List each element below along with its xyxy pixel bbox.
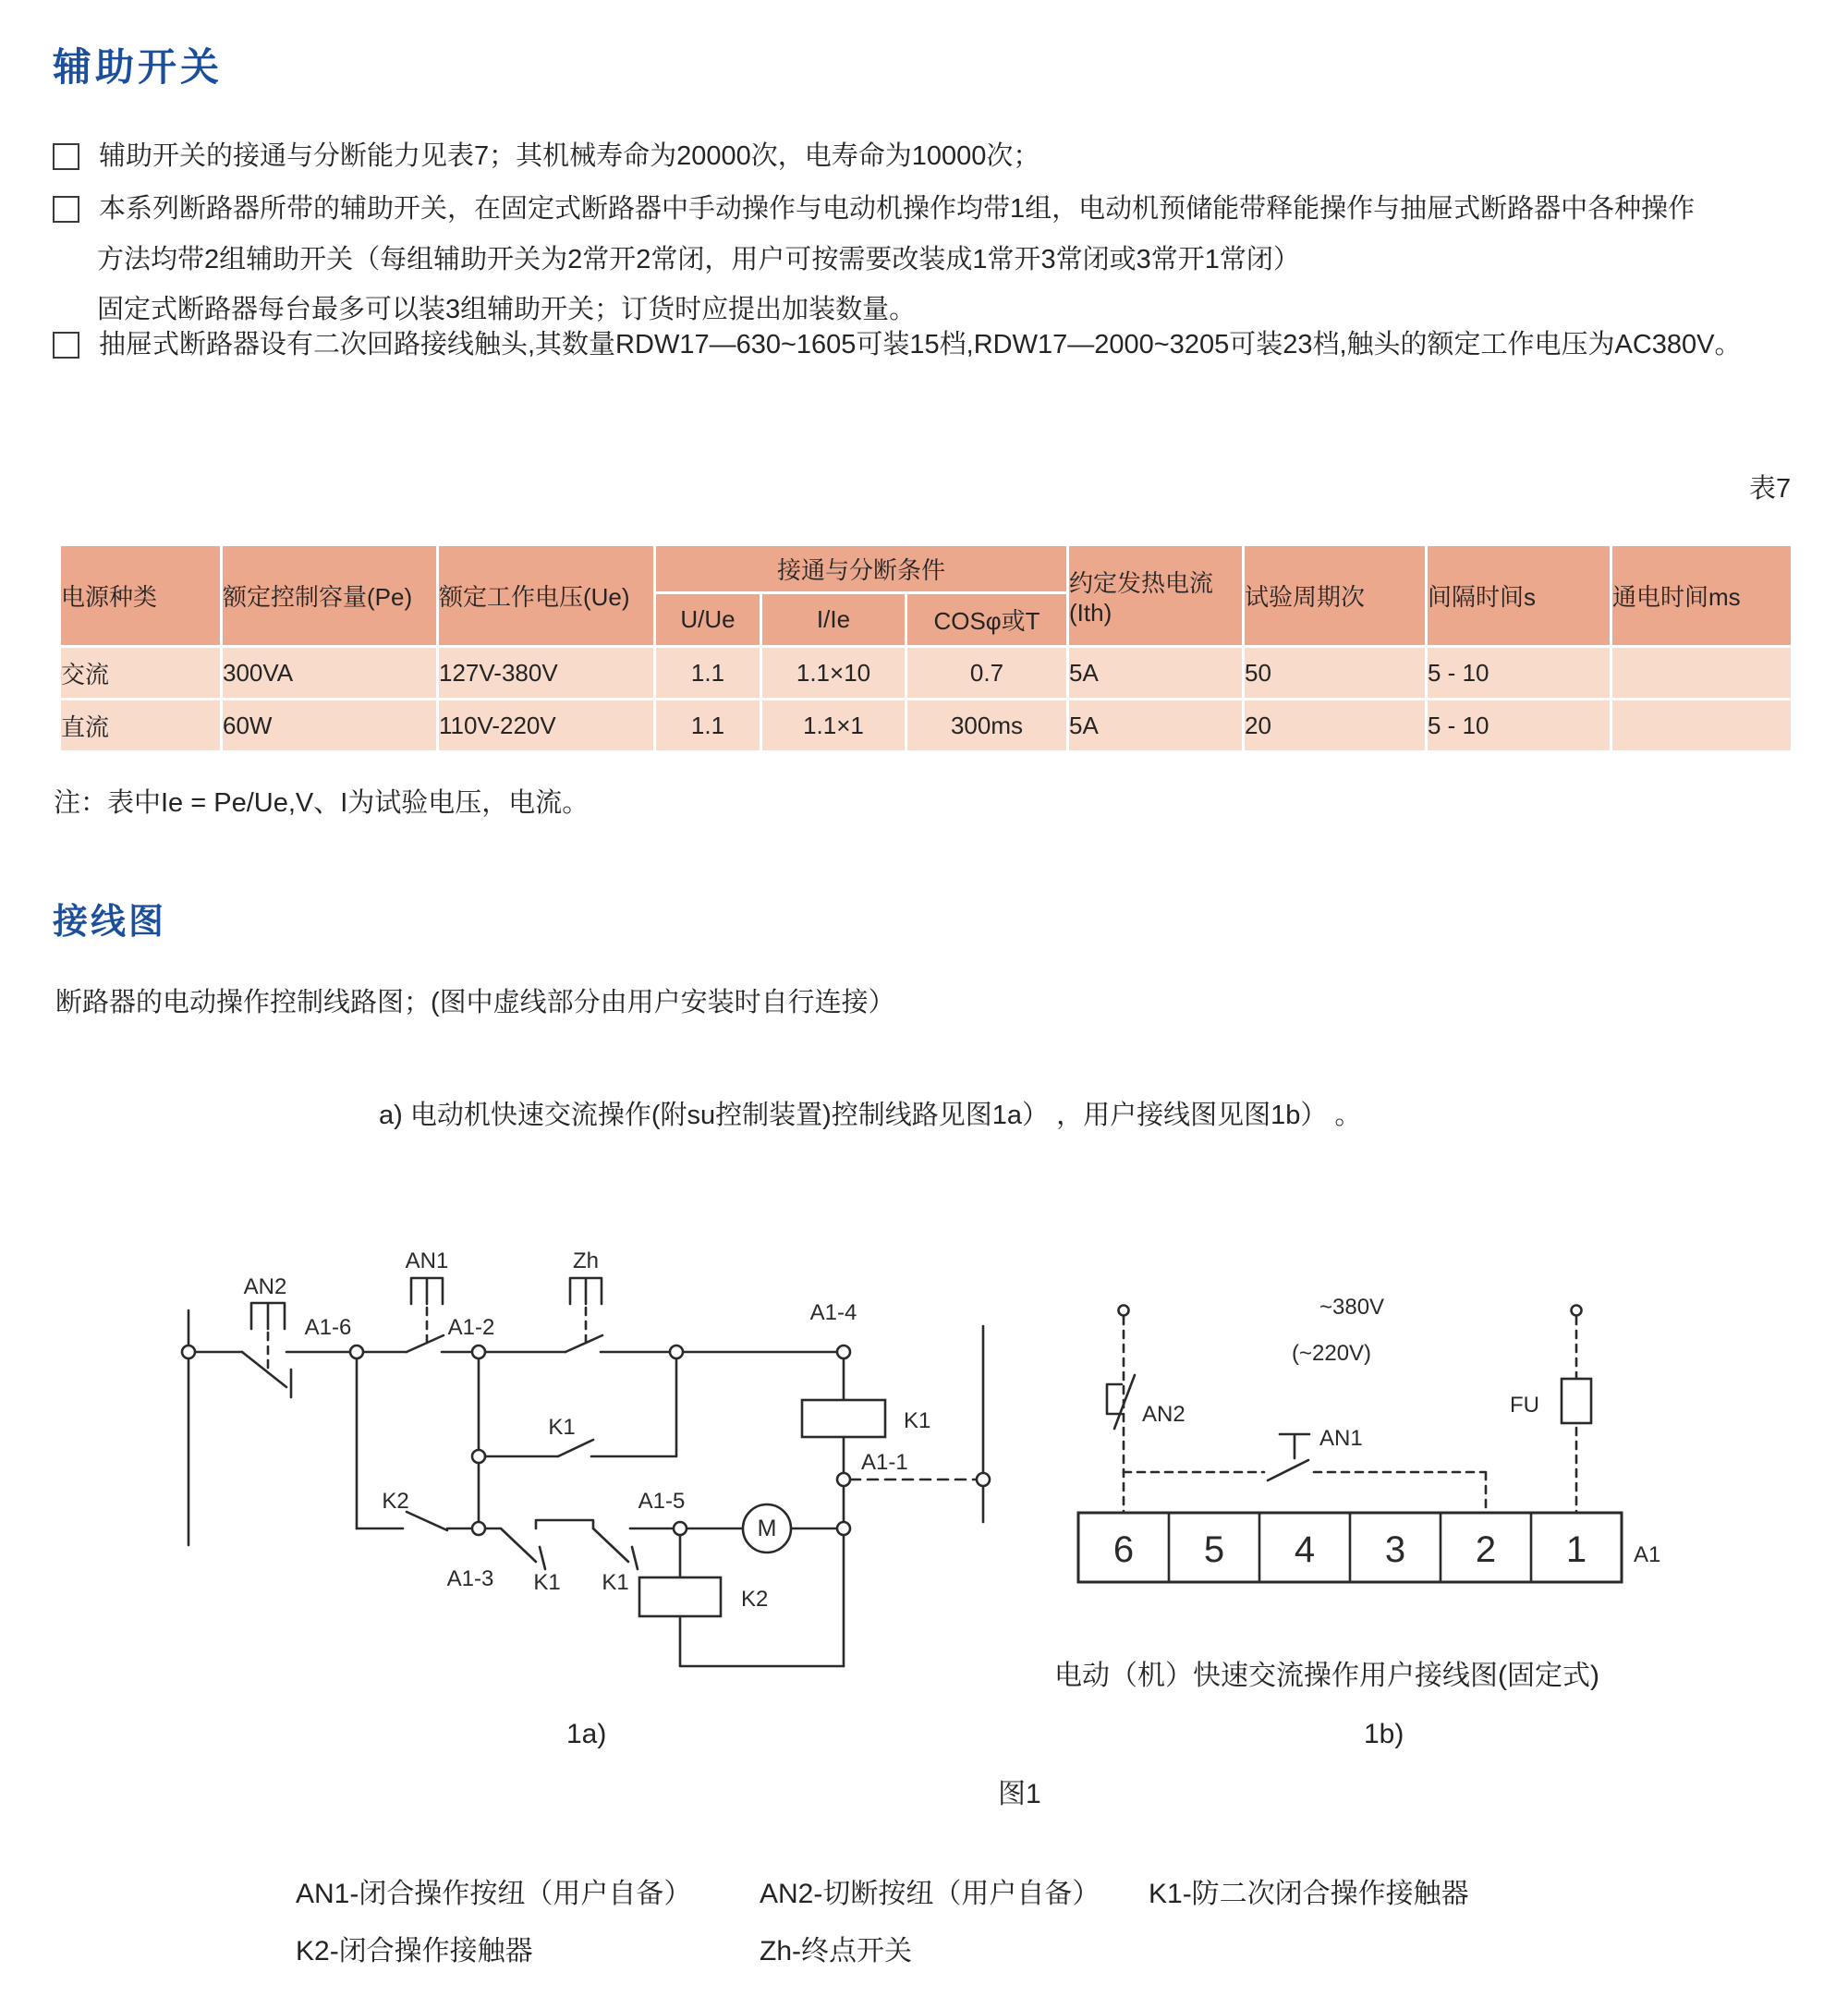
- cell: 50: [1244, 647, 1427, 700]
- legend-k2: K2-闭合操作接触器: [296, 1936, 533, 1966]
- col-header-make-break-group: 接通与分断条件: [655, 545, 1068, 593]
- label-a1-6: A1-6: [304, 1315, 352, 1340]
- k1-coil-box: [802, 1400, 885, 1437]
- table-row: [60, 647, 1793, 700]
- legend-row-1: [0, 1870, 1848, 1907]
- circuit-diagram-1a: [129, 1238, 998, 1700]
- table-note: 注：表中Ie = Pe/Ue,V、I为试验电压，电流。: [54, 788, 590, 818]
- label-k1-coil: K1: [904, 1408, 931, 1433]
- an1-close-button: [1124, 1434, 1486, 1513]
- terminal-1: 1: [1565, 1529, 1587, 1570]
- checkbox-square-icon: [53, 196, 79, 223]
- label-220v: (~220V): [1292, 1341, 1372, 1366]
- label-k1-row2: K1: [548, 1415, 576, 1440]
- bullet-line: [53, 329, 1742, 360]
- item-a-text: a) 电动机快速交流操作(附su控制装置)控制线路见图1a） ，用户接线图见图1b） 。: [379, 1101, 1362, 1130]
- label-an1: AN1: [405, 1248, 449, 1273]
- contact-blade: [1268, 1460, 1308, 1480]
- user-wiring-diagram-1b: [1053, 1257, 1691, 1636]
- no-contact-blade: [565, 1335, 602, 1352]
- cell: 1.1×1: [761, 700, 906, 752]
- cell: 20: [1244, 700, 1427, 752]
- a13-nc-contact: [484, 1528, 545, 1569]
- label-380v: ~380V: [1319, 1295, 1385, 1320]
- label-an2: AN2: [243, 1274, 287, 1299]
- button-tee-icon: [1280, 1434, 1309, 1458]
- cell: 5A: [1068, 700, 1244, 752]
- cell: 交流: [60, 647, 222, 700]
- an2-break-button: [1107, 1375, 1135, 1429]
- cell: 1.1: [655, 700, 761, 752]
- checkbox-square-icon: [53, 332, 79, 359]
- label-motor: M: [757, 1516, 777, 1541]
- bullet-line: [53, 193, 1695, 225]
- label-k1-nc2: K1: [602, 1570, 629, 1595]
- node: [472, 1450, 485, 1463]
- label-a1-5: A1-5: [638, 1489, 686, 1514]
- fuse-box: [1562, 1379, 1591, 1423]
- caption-fig1: 图1: [998, 1779, 1041, 1809]
- node: [472, 1345, 485, 1358]
- label-an1: AN1: [1319, 1426, 1363, 1451]
- caption-1b: 1b): [1364, 1719, 1404, 1749]
- no-contact-blade: [407, 1335, 444, 1352]
- bullet-text: 方法均带2组辅助开关（每组辅助开关为2常开2常闭，用户可按需要改装成1常开3常闭或3常开1常闭）: [97, 245, 1300, 274]
- k1-coil-branch: [802, 1352, 885, 1666]
- spec-table-wrapper: [58, 543, 1793, 753]
- bullet-line: [53, 140, 1040, 172]
- cell: 110V-220V: [438, 700, 655, 752]
- k2-no-contact: [357, 1512, 473, 1530]
- cell: 1.1×10: [761, 647, 906, 700]
- terminal-6: 6: [1112, 1529, 1135, 1570]
- terminal-block: [1078, 1513, 1622, 1582]
- col-header-rated-capacity: 额定控制容量(Pe): [222, 545, 438, 647]
- page-title: 辅助开关: [53, 45, 224, 89]
- label-fu: FU: [1510, 1393, 1539, 1418]
- pushbutton-head-icon: [251, 1303, 285, 1329]
- nc-contact-blade: [242, 1352, 291, 1397]
- cell: 127V-380V: [438, 647, 655, 700]
- node: [182, 1345, 195, 1358]
- pushbutton-head-icon: [570, 1278, 602, 1304]
- cell: 1.1: [655, 647, 761, 700]
- terminal-4: 4: [1294, 1529, 1316, 1570]
- label-k1-nc1: K1: [533, 1570, 561, 1595]
- cell: [1611, 700, 1793, 752]
- label-a1-block: A1: [1634, 1542, 1661, 1567]
- bullet-text: 固定式断路器每台最多可以装3组辅助开关；订货时应提出加装数量。: [97, 295, 917, 324]
- col-header-rated-voltage: 额定工作电压(Ue): [438, 545, 655, 647]
- bullet-continuation: [53, 294, 916, 325]
- label-k2-coil: K2: [741, 1587, 769, 1612]
- terminal-circle: [1119, 1306, 1129, 1316]
- pushbutton-head-icon: [411, 1278, 443, 1304]
- cell: 300VA: [222, 647, 438, 700]
- col-header-test-cycles: 试验周期次: [1244, 545, 1427, 647]
- node: [977, 1473, 990, 1486]
- col-header-thermal-current: 约定发热电流(Ith): [1068, 545, 1244, 647]
- cell: 0.7: [906, 647, 1068, 700]
- bullet-text: 抽屉式断路器设有二次回路接线触头,其数量RDW17—630~1605可装15档,RDW17—2000~3205可装23档,触头的额定工作电压为AC380V。: [99, 330, 1742, 359]
- button-bracket-icon: [1107, 1384, 1122, 1414]
- label-a1-2: A1-2: [447, 1315, 495, 1340]
- cell: 5 - 10: [1427, 700, 1611, 752]
- sub-header-iie: I/Ie: [761, 593, 906, 647]
- node: [350, 1345, 363, 1358]
- legend-k1: K1-防二次闭合操作接触器: [1149, 1879, 1469, 1909]
- zh-limit-switch: [565, 1278, 602, 1352]
- node: [837, 1522, 850, 1535]
- k1-nc-contact: [593, 1528, 674, 1569]
- caption-1b-title: 电动（机）快速交流操作用户接线图(固定式): [1054, 1661, 1599, 1691]
- an1-pushbutton: [407, 1278, 444, 1352]
- label-a1-3: A1-3: [446, 1566, 494, 1591]
- wiring-paragraph: 断路器的电动操作控制线路图；(图中虚线部分由用户安装时自行连接）: [55, 988, 895, 1017]
- label-a1-4: A1-4: [809, 1300, 857, 1325]
- checkbox-square-icon: [53, 143, 79, 170]
- cell: 5 - 10: [1427, 647, 1611, 700]
- cell: 300ms: [906, 700, 1068, 752]
- legend-an2: AN2-切断按纽（用户自备）: [760, 1879, 1100, 1909]
- an2-pushbutton: [242, 1303, 291, 1397]
- legend-an1: AN1-闭合操作按纽（用户自备）: [296, 1879, 692, 1909]
- sub-header-uue: U/Ue: [655, 593, 761, 647]
- label-zh: Zh: [572, 1248, 600, 1273]
- terminal-3: 3: [1384, 1529, 1406, 1570]
- label-a1-1: A1-1: [861, 1450, 908, 1475]
- label-an2: AN2: [1142, 1402, 1185, 1427]
- terminal-2: 2: [1475, 1529, 1497, 1570]
- dashed-control-wire: [1124, 1472, 1486, 1513]
- section-title-wiring: 接线图: [53, 903, 167, 942]
- sub-header-cos: COSφ或T: [906, 593, 1068, 647]
- node: [670, 1345, 683, 1358]
- col-header-energize-time: 通电时间ms: [1611, 545, 1793, 647]
- bullet-text: 本系列断路器所带的辅助开关，在固定式断路器中手动操作与电动机操作均带1组，电动机预储能带释能操作与抽屉式断路器中各种操作: [99, 194, 1696, 224]
- terminal-circle: [1572, 1306, 1582, 1316]
- cell: [1611, 647, 1793, 700]
- col-header-power-type: 电源种类: [60, 545, 222, 647]
- bullet-text: 辅助开关的接通与分断能力见表7；其机械寿命为20000次，电寿命为10000次；: [99, 141, 1040, 171]
- linkage-bar: [536, 1520, 593, 1528]
- node: [837, 1473, 850, 1486]
- cell: 60W: [222, 700, 438, 752]
- node: [674, 1522, 687, 1535]
- terminal-5: 5: [1203, 1529, 1225, 1570]
- cell: 5A: [1068, 647, 1244, 700]
- cell: 直流: [60, 700, 222, 752]
- k1-no-contact-row: [479, 1352, 676, 1456]
- legend-row-2: [0, 1928, 1848, 1965]
- k1-row-wire: [479, 1352, 676, 1456]
- node: [837, 1345, 850, 1358]
- node: [472, 1522, 485, 1535]
- legend-zh: Zh-终点开关: [760, 1936, 912, 1966]
- k2-coil-box: [639, 1577, 721, 1616]
- spec-table: [58, 543, 1793, 753]
- col-header-interval-time: 间隔时间s: [1427, 545, 1611, 647]
- caption-1a: 1a): [566, 1719, 607, 1749]
- table-number-label: 表7: [1749, 474, 1792, 504]
- bullet-continuation: [53, 244, 1300, 275]
- table-row: [60, 700, 1793, 752]
- label-k2-row3: K2: [382, 1489, 409, 1514]
